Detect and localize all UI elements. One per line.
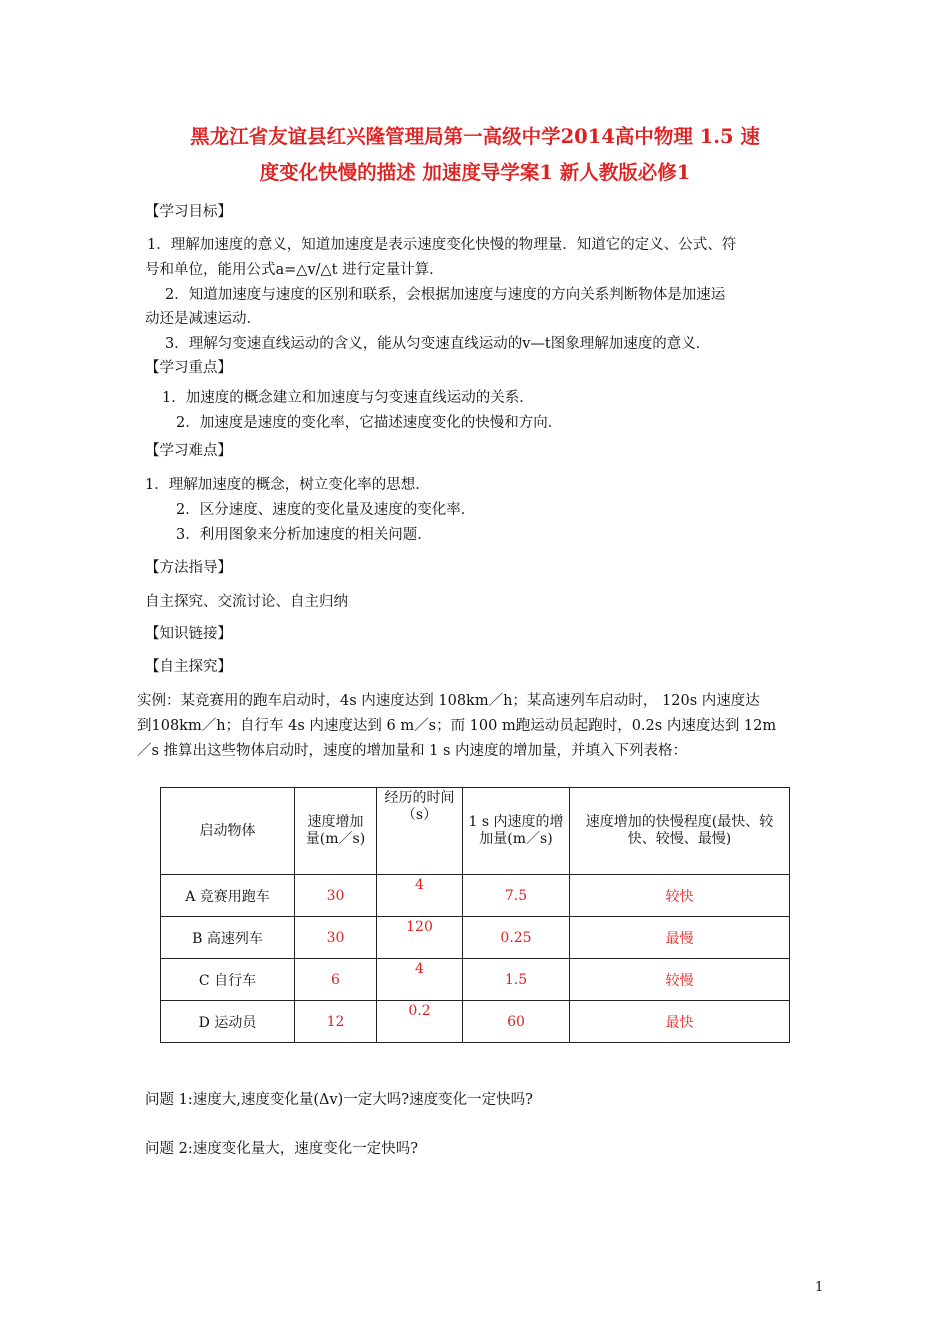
explore-paragraph-line-1: 实例：某竞赛用的跑车启动时，4s 内速度达到 108km／h；某高速列车启动时， 120s 内速度达 [137, 693, 760, 709]
data-table-wrapper [160, 787, 790, 1043]
header-per-second-change: 1 s 内速度的增加量(m／s) [463, 788, 570, 875]
cell-per-second-change: 60 [463, 1001, 570, 1043]
question-2: 问题 2:速度变化量大，速度变化一定快吗? [145, 1141, 418, 1157]
objective-3: 3．理解匀变速直线运动的含义，能从匀变速直线运动的v—t图象理解加速度的意义． [165, 336, 711, 352]
explore-paragraph-line-3: ／s 推算出这些物体启动时，速度的增加量和 1 s 内速度的增加量，并填入下列表格： [137, 743, 688, 759]
cell-object: D 运动员 [161, 1001, 295, 1043]
table-row [161, 1001, 790, 1043]
cell-per-second-change: 1.5 [463, 959, 570, 1001]
cell-rate-rank: 最快 [570, 1001, 790, 1043]
acceleration-table [160, 787, 790, 1043]
cell-per-second-change: 0.25 [463, 917, 570, 959]
method-heading: 【方法指导】 [145, 560, 232, 576]
cell-rate-rank: 最慢 [570, 917, 790, 959]
cell-time: 0.2 [377, 1001, 463, 1043]
keypoints-heading: 【学习重点】 [145, 360, 232, 376]
cell-time: 4 [377, 875, 463, 917]
page-number: 1 [815, 1280, 824, 1295]
header-velocity-change: 速度增加量(m／s) [295, 788, 377, 875]
question-1: 问题 1:速度大,速度变化量(Δv)一定大吗?速度变化一定快吗? [145, 1092, 533, 1108]
keypoint-2: 2．加速度是速度的变化率，它描述速度变化的快慢和方向． [176, 415, 563, 431]
keypoint-1: 1．加速度的概念建立和加速度与匀变速直线运动的关系． [162, 390, 534, 406]
header-object: 启动物体 [161, 788, 295, 875]
table-row [161, 959, 790, 1001]
difficulties-heading: 【学习难点】 [145, 443, 232, 459]
cell-object: B 高速列车 [161, 917, 295, 959]
difficulty-1: 1．理解加速度的概念，树立变化率的思想． [145, 477, 430, 493]
table-row [161, 875, 790, 917]
cell-per-second-change: 7.5 [463, 875, 570, 917]
explore-paragraph-line-2: 到108km／h；自行车 4s 内速度达到 6 m／s；而 100 m跑运动员起跑时，0.2s 内速度达到 12m [137, 718, 777, 734]
header-time: 经历的时间（s） [377, 788, 463, 875]
table-row [161, 917, 790, 959]
explore-heading: 【自主探究】 [145, 659, 232, 675]
cell-time: 120 [377, 917, 463, 959]
difficulty-3: 3．利用图象来分析加速度的相关问题． [176, 527, 432, 543]
cell-rate-rank: 较慢 [570, 959, 790, 1001]
knowledge-heading: 【知识链接】 [145, 626, 232, 642]
difficulty-2: 2．区分速度、速度的变化量及速度的变化率． [176, 502, 476, 518]
document-title-line-1: 黑龙江省友谊县红兴隆管理局第一高级中学2014高中物理 1.5 速 [190, 125, 760, 148]
cell-velocity-change: 12 [295, 1001, 377, 1043]
header-rate-rank: 速度增加的快慢程度(最快、较快、较慢、最慢) [570, 788, 790, 875]
table-header-row [161, 788, 790, 875]
cell-velocity-change: 6 [295, 959, 377, 1001]
objective-2-line-2: 动还是减速运动． [145, 311, 261, 327]
cell-velocity-change: 30 [295, 875, 377, 917]
objective-1-line-1: 1．理解加速度的意义，知道加速度是表示速度变化快慢的物理量．知道它的定义、公式、符 [147, 237, 737, 253]
cell-object: C 自行车 [161, 959, 295, 1001]
objectives-heading: 【学习目标】 [145, 204, 232, 220]
objective-1-line-2: 号和单位，能用公式a=△v/△t 进行定量计算． [145, 262, 444, 278]
cell-velocity-change: 30 [295, 917, 377, 959]
cell-object: A 竞赛用跑车 [161, 875, 295, 917]
objective-2-line-1: 2．知道加速度与速度的区别和联系，会根据加速度与速度的方向关系判断物体是加速运 [165, 287, 726, 303]
document-title-line-2: 度变化快慢的描述 加速度导学案1 新人教版必修1 [259, 161, 691, 184]
cell-rate-rank: 较快 [570, 875, 790, 917]
cell-time: 4 [377, 959, 463, 1001]
method-text: 自主探究、交流讨论、自主归纳 [145, 594, 348, 610]
